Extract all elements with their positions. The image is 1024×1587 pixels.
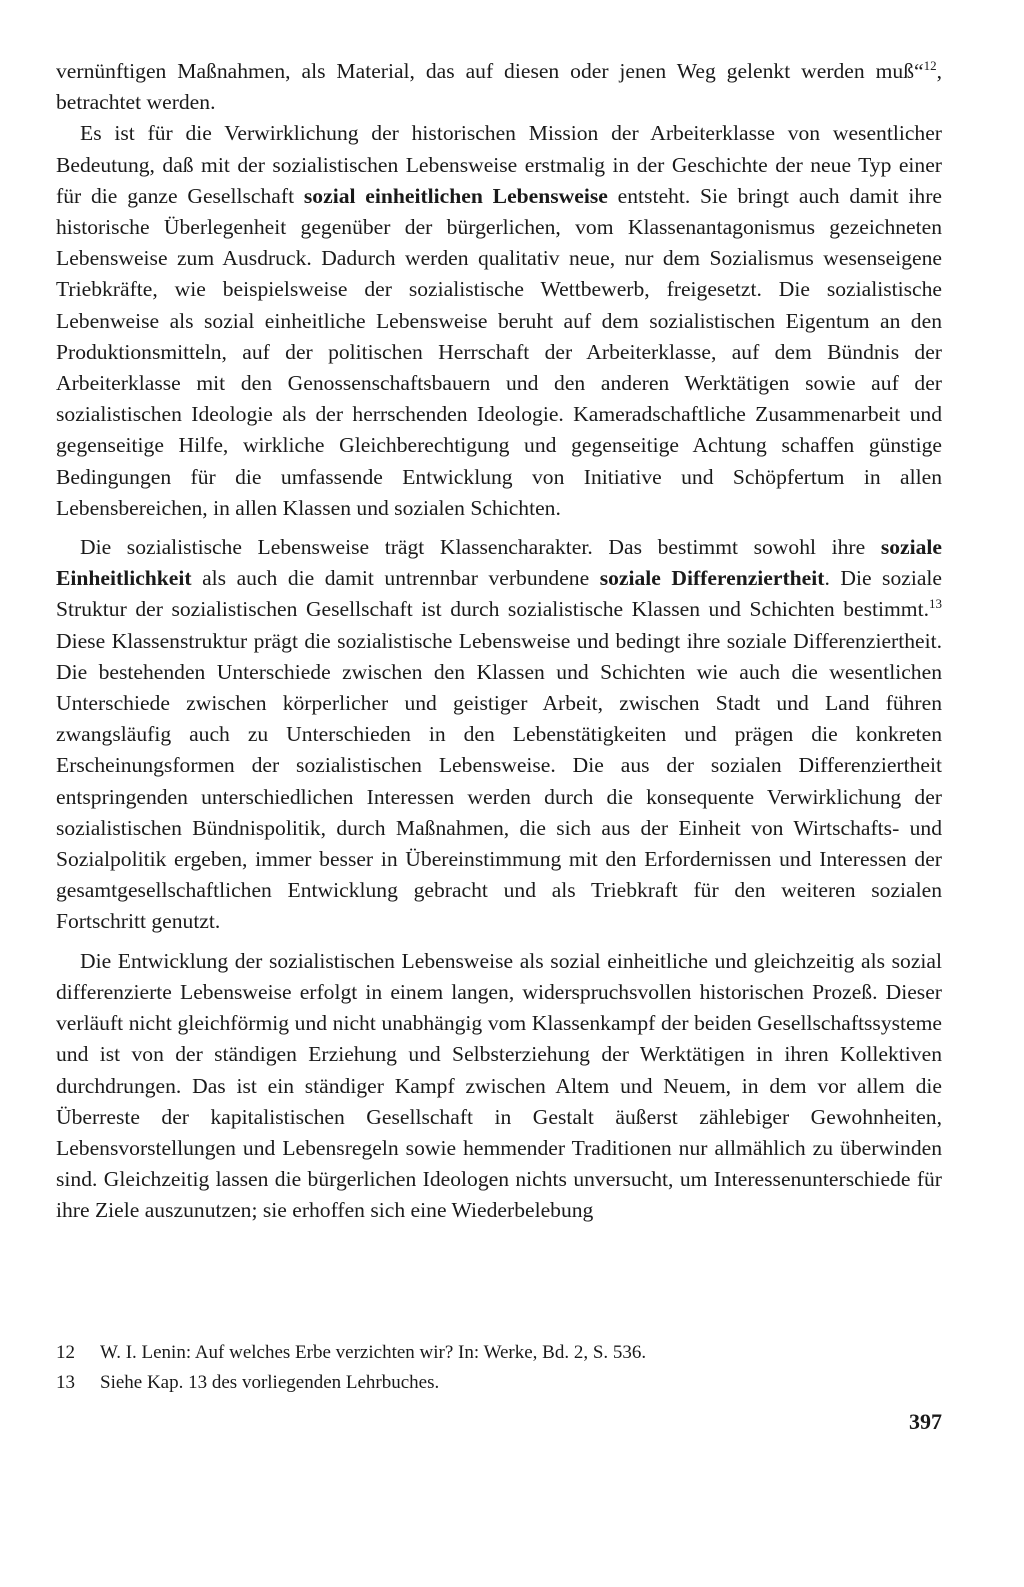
- footnote-13: [56, 1368, 942, 1398]
- paragraph-2: [56, 118, 942, 524]
- paragraph-3-text-c: . Die soziale Struktur der sozialistischen Gesellschaft ist durch sozialistische Klassen und Schichten bestimmt.: [56, 566, 942, 622]
- footnote-ref-12: 12: [923, 57, 937, 73]
- paragraph-4: [56, 946, 942, 1227]
- paragraph-1-text-a: vernünftigen Maßnahmen, als Material, das auf diesen oder jenen Weg gelenkt werden muß“: [56, 59, 924, 83]
- footnote-number: 12: [56, 1342, 75, 1363]
- footnote-number: 13: [56, 1372, 75, 1393]
- page-number: 397: [909, 1409, 942, 1434]
- paragraph-3-emphasis-a: soziale Einheitlichkeit: [56, 535, 942, 591]
- paragraph-2-emphasis: sozial einheitlichen Lebensweise: [303, 183, 608, 208]
- footnote-text: Siehe Kap. 13 des vorliegenden Lehrbuches.: [100, 1372, 440, 1393]
- page-body: [56, 56, 942, 1227]
- footnote-ref-13: 13: [929, 596, 942, 612]
- footnotes: [56, 1338, 942, 1398]
- paragraph-4-text: Die Entwicklung der sozialistischen Lebensweise als sozial einheitliche und gleichzeitig als sozial differenzierte Lebensweise erfolgt in einem langen, widerspruchsvollen historischen Prozeß. Dieser verläuft nicht gleichförmig und nicht unabhängig vom Klassenkampf der beiden Gesellschaftssysteme und ist von der ständigen Erziehung und Selbsterziehung der Werktätigen in ihren Kollektiven durchdrungen. Das ist ein ständiger Kampf zwischen Altem und Neuem, in dem vor allem die Überreste der kapitalistischen Gesellschaft in Gestalt äußerst zählebiger Gewohnheiten, Lebensvorstellungen und Lebensregeln sowie hemmender Traditionen nur allmählich zu überwinden sind. Gleichzeitig lassen die bürgerlichen Ideologen nichts unversucht, um Interessenunterschiede für ihre Ziele auszunutzen; sie erhoffen sich eine Wiederbelebung: [56, 948, 942, 1223]
- paragraph-1: [56, 56, 942, 118]
- paragraph-3: [56, 532, 942, 938]
- paragraph-2-text-b: entsteht. Sie bringt auch damit ihre historische Überlegenheit gegenüber der bürgerlichen, vom Klassenantagonismus gezeichneten Lebensweise zum Ausdruck. Dadurch werden qualitativ neue, nur dem Sozialismus wesenseigene Triebkräfte, wie beispielsweise der sozialistische Wettbewerb, freigesetzt. Die sozialistische Lebenweise als sozial einheitliche Lebensweise beruht auf dem sozialistischen Eigentum an den Produktionsmitteln, auf der politischen Herrschaft der Arbeiterklasse, auf dem Bündnis der Arbeiterklasse mit den Genossenschaftsbauern und den anderen Werktätigen sowie auf der sozialistischen Ideologie als der herrschenden Ideologie. Kameradschaftliche Zusammenarbeit und gegenseitige Hilfe, wirkliche Gleichberechtigung und gegenseitige Achtung schaffen günstige Bedingungen für die umfassende Entwicklung von Initiative und Schöpfertum in allen Lebensbereichen, in allen Klassen und sozialen Schichten.: [56, 183, 942, 520]
- paragraph-2-text-a: Es ist für die Verwirklichung der historischen Mission der Arbeiterklasse von wesentlicher Bedeutung, daß mit der sozialistischen Lebensweise erstmalig in der Geschichte der neue Typ einer für die ganze Gesellschaft: [56, 121, 942, 208]
- paragraph-1-text-b: , betrachtet werden.: [56, 59, 942, 115]
- footnote-12: [56, 1338, 942, 1368]
- paragraph-3-text-b: als auch die damit untrennbar verbundene: [191, 566, 600, 591]
- footnote-text: W. I. Lenin: Auf welches Erbe verzichten wir? In: Werke, Bd. 2, S. 536.: [100, 1342, 647, 1363]
- paragraph-3-emphasis-b: soziale Differenziertheit: [599, 566, 825, 591]
- paragraph-3-text-a: Die sozialistische Lebensweise trägt Klassencharakter. Das bestimmt sowohl ihre: [80, 535, 881, 560]
- paragraph-3-text-d: Diese Klassenstruktur prägt die sozialistische Lebensweise und bedingt ihre soziale Differenziertheit. Die bestehenden Unterschiede zwischen den Klassen und Schichten wie auch die wesentlichen Unterschiede zwischen körperlicher und geistiger Arbeit, zwischen Stadt und Land führen zwangsläufig auch zu Unterschieden in den Lebenstätigkeiten und prägen die konkreten Erscheinungsformen der sozialistischen Lebensweise. Die aus der sozialen Differenziertheit entspringenden unterschiedlichen Interessen werden durch die konsequente Verwirklichung der sozialistischen Bündnispolitik, durch Maßnahmen, die sich aus der Einheit von Wirtschafts- und Sozialpolitik ergeben, immer besser in Übereinstimmung mit den Erfordernissen und Interessen der gesamtgesellschaftlichen Entwicklung gebracht und als Triebkraft für den weiteren sozialen Fortschritt genutzt.: [56, 628, 942, 934]
